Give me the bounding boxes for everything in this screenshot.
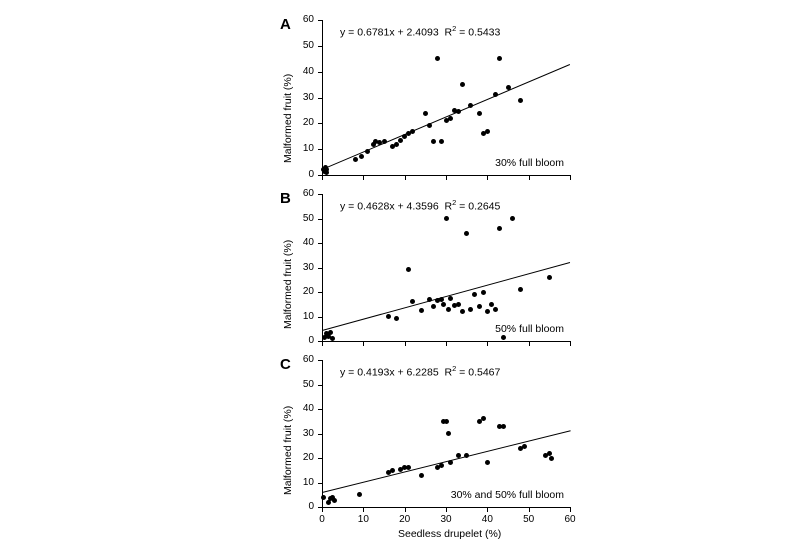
- x-tick-C-20: [405, 508, 406, 512]
- data-point: [398, 467, 403, 472]
- data-point: [323, 165, 328, 170]
- data-point: [501, 424, 506, 429]
- y-tick-label-C-20: 20: [302, 452, 314, 463]
- data-point: [435, 465, 440, 470]
- data-point: [460, 309, 465, 314]
- y-tick-A-50: [318, 46, 322, 47]
- panel-annotation-C: 30% and 50% full bloom: [450, 489, 564, 501]
- data-point: [456, 302, 461, 307]
- data-point: [390, 144, 395, 149]
- data-point: [444, 118, 449, 123]
- data-point: [485, 309, 490, 314]
- x-tick-label-10: 10: [357, 514, 369, 525]
- data-point: [444, 419, 449, 424]
- x-tick-C-30: [446, 508, 447, 512]
- data-point: [493, 307, 498, 312]
- y-tick-B-40: [318, 243, 322, 244]
- x-tick-C-40: [487, 508, 488, 512]
- data-point: [394, 316, 399, 321]
- data-point: [446, 431, 451, 436]
- panel-annotation-B: 50% full bloom: [495, 323, 564, 335]
- data-point: [439, 463, 444, 468]
- data-point: [452, 303, 457, 308]
- y-tick-C-20: [318, 458, 322, 459]
- data-point: [398, 138, 403, 143]
- y-axis-A: [322, 20, 323, 176]
- y-tick-label-A-20: 20: [302, 117, 314, 129]
- data-point: [357, 492, 362, 497]
- data-point: [365, 149, 370, 154]
- data-point: [460, 82, 465, 87]
- x-tick-C-60: [570, 508, 571, 512]
- y-tick-A-30: [318, 98, 322, 99]
- y-tick-B-60: [318, 194, 322, 195]
- data-point: [321, 495, 326, 500]
- data-point: [497, 226, 502, 231]
- data-point: [477, 111, 482, 116]
- y-tick-label-C-0: 0: [308, 501, 314, 512]
- y-tick-C-0: [318, 507, 322, 508]
- x-axis-A: [322, 175, 571, 176]
- data-point: [330, 336, 335, 341]
- regression-line-B: [322, 262, 570, 331]
- y-tick-B-50: [318, 219, 322, 220]
- y-tick-label-A-0: 0: [308, 169, 314, 180]
- x-tick-label-50: 50: [523, 514, 535, 525]
- data-point: [373, 139, 378, 144]
- x-tick-label-60: 60: [564, 514, 576, 525]
- y-tick-B-10: [318, 317, 322, 318]
- data-point: [518, 446, 523, 451]
- y-tick-label-C-30: 30: [302, 427, 314, 439]
- data-point: [510, 216, 515, 221]
- x-tick-A-30: [446, 176, 447, 180]
- data-point: [446, 307, 451, 312]
- data-point: [386, 314, 391, 319]
- y-tick-label-A-50: 50: [302, 39, 314, 51]
- panel-annotation-A: 30% full bloom: [495, 157, 564, 169]
- y-tick-label-B-60: 60: [302, 188, 314, 199]
- data-point: [456, 453, 461, 458]
- data-point: [431, 139, 436, 144]
- y-tick-B-30: [318, 268, 322, 269]
- data-point: [441, 302, 446, 307]
- x-axis-B: [322, 341, 571, 342]
- data-point: [406, 465, 411, 470]
- panel-letter-C: C: [280, 356, 291, 373]
- y-tick-C-30: [318, 434, 322, 435]
- data-point: [448, 460, 453, 465]
- data-point: [324, 170, 329, 175]
- data-point: [481, 131, 486, 136]
- panel-letter-A: A: [280, 16, 291, 33]
- data-point: [371, 142, 376, 147]
- data-point: [322, 169, 327, 174]
- y-tick-label-B-50: 50: [302, 212, 314, 224]
- data-point: [326, 334, 331, 339]
- y-axis-label-A: Malformed fruit (%): [282, 73, 294, 163]
- y-tick-label-B-30: 30: [302, 261, 314, 273]
- x-tick-A-60: [570, 176, 571, 180]
- data-point: [485, 460, 490, 465]
- data-point: [322, 335, 327, 340]
- y-tick-label-B-20: 20: [302, 286, 314, 297]
- data-point: [522, 444, 527, 449]
- x-tick-C-50: [529, 508, 530, 512]
- y-tick-label-B-40: 40: [302, 237, 314, 248]
- x-tick-B-10: [363, 342, 364, 346]
- data-point: [419, 308, 424, 313]
- data-point: [497, 424, 502, 429]
- data-point: [410, 129, 415, 134]
- y-tick-label-A-60: 60: [302, 14, 314, 25]
- y-axis-label-C: Malformed fruit (%): [282, 405, 294, 495]
- y-tick-label-A-30: 30: [302, 91, 314, 103]
- y-axis-B: [322, 194, 323, 342]
- data-point: [493, 92, 498, 97]
- y-tick-C-10: [318, 483, 322, 484]
- x-tick-A-0: [322, 176, 323, 180]
- data-point: [444, 216, 449, 221]
- y-tick-label-C-10: 10: [302, 476, 314, 488]
- data-point: [435, 56, 440, 61]
- y-tick-C-50: [318, 385, 322, 386]
- regression-equation-C: y = 0.4193x + 6.2285 $R^2 = 0.5467$: [340, 364, 501, 379]
- data-point: [481, 416, 486, 421]
- data-point: [435, 298, 440, 303]
- x-tick-label-20: 20: [399, 514, 411, 525]
- data-point: [406, 131, 411, 136]
- data-point: [477, 419, 482, 424]
- y-tick-A-20: [318, 123, 322, 124]
- data-point: [402, 465, 407, 470]
- x-tick-B-30: [446, 342, 447, 346]
- x-tick-C-0: [322, 508, 323, 512]
- data-point: [330, 495, 335, 500]
- x-tick-label-40: 40: [481, 514, 493, 525]
- y-tick-label-A-40: 40: [302, 65, 314, 77]
- data-point: [328, 330, 333, 335]
- data-point: [452, 108, 457, 113]
- data-point: [506, 85, 511, 90]
- data-point: [402, 134, 407, 139]
- data-point: [441, 419, 446, 424]
- y-tick-C-60: [318, 360, 322, 361]
- data-point: [501, 335, 506, 340]
- x-tick-B-20: [405, 342, 406, 346]
- data-point: [419, 473, 424, 478]
- y-tick-B-20: [318, 292, 322, 293]
- y-tick-label-B-10: 10: [302, 310, 314, 322]
- data-point: [326, 500, 331, 505]
- panel-letter-B: B: [280, 190, 291, 207]
- data-point: [464, 231, 469, 236]
- y-tick-B-0: [318, 341, 322, 342]
- x-tick-B-50: [529, 342, 530, 346]
- x-tick-label-0: 0: [319, 514, 325, 525]
- data-point: [485, 129, 490, 134]
- data-point: [489, 302, 494, 307]
- data-point: [382, 139, 387, 144]
- x-tick-B-0: [322, 342, 323, 346]
- data-point: [377, 140, 382, 145]
- data-point: [439, 139, 444, 144]
- data-point: [456, 109, 461, 114]
- y-axis-label-B: Malformed fruit (%): [282, 239, 294, 329]
- data-point: [439, 297, 444, 302]
- regression-line-C: [322, 430, 570, 493]
- x-tick-B-60: [570, 342, 571, 346]
- data-point: [431, 304, 436, 309]
- data-point: [448, 116, 453, 121]
- y-tick-A-0: [318, 175, 322, 176]
- regression-equation-B: y = 0.4628x + 4.3596 $R^2 = 0.2645$: [340, 198, 501, 213]
- data-point: [448, 296, 453, 301]
- data-point: [324, 167, 329, 172]
- y-tick-A-40: [318, 72, 322, 73]
- data-point: [477, 304, 482, 309]
- x-tick-A-50: [529, 176, 530, 180]
- data-point: [427, 123, 432, 128]
- data-point: [497, 56, 502, 61]
- x-tick-A-10: [363, 176, 364, 180]
- data-point: [481, 290, 486, 295]
- y-tick-label-C-60: 60: [302, 354, 314, 365]
- data-point: [394, 142, 399, 147]
- data-point: [386, 470, 391, 475]
- y-tick-A-10: [318, 149, 322, 150]
- data-point: [547, 275, 552, 280]
- data-point: [518, 98, 523, 103]
- y-tick-label-A-10: 10: [302, 143, 314, 155]
- x-tick-B-40: [487, 342, 488, 346]
- y-tick-label-B-0: 0: [308, 335, 314, 346]
- data-point: [427, 297, 432, 302]
- regression-line-A: [322, 64, 570, 170]
- data-point: [332, 498, 337, 503]
- data-point: [468, 307, 473, 312]
- data-point: [547, 451, 552, 456]
- data-point: [464, 453, 469, 458]
- y-tick-A-60: [318, 20, 322, 21]
- data-point: [390, 468, 395, 473]
- data-point: [410, 299, 415, 304]
- data-point: [549, 456, 554, 461]
- data-point: [472, 292, 477, 297]
- data-point: [468, 103, 473, 108]
- y-tick-label-C-50: 50: [302, 378, 314, 390]
- data-point: [321, 167, 326, 172]
- data-point: [353, 157, 358, 162]
- data-point: [359, 154, 364, 159]
- data-point: [423, 111, 428, 116]
- data-point: [324, 331, 329, 336]
- data-point: [406, 267, 411, 272]
- regression-equation-A: y = 0.6781x + 2.4093 $R^2 = 0.5433$: [340, 24, 501, 39]
- y-tick-label-C-40: 40: [302, 403, 314, 414]
- data-point: [518, 287, 523, 292]
- x-tick-A-40: [487, 176, 488, 180]
- y-axis-C: [322, 360, 323, 508]
- y-tick-C-40: [318, 409, 322, 410]
- data-point: [328, 496, 333, 501]
- x-tick-C-10: [363, 508, 364, 512]
- x-tick-label-30: 30: [440, 514, 452, 525]
- x-tick-A-20: [405, 176, 406, 180]
- data-point: [543, 453, 548, 458]
- x-axis-label: Seedless drupelet (%): [398, 528, 502, 540]
- x-axis-C: [322, 507, 571, 508]
